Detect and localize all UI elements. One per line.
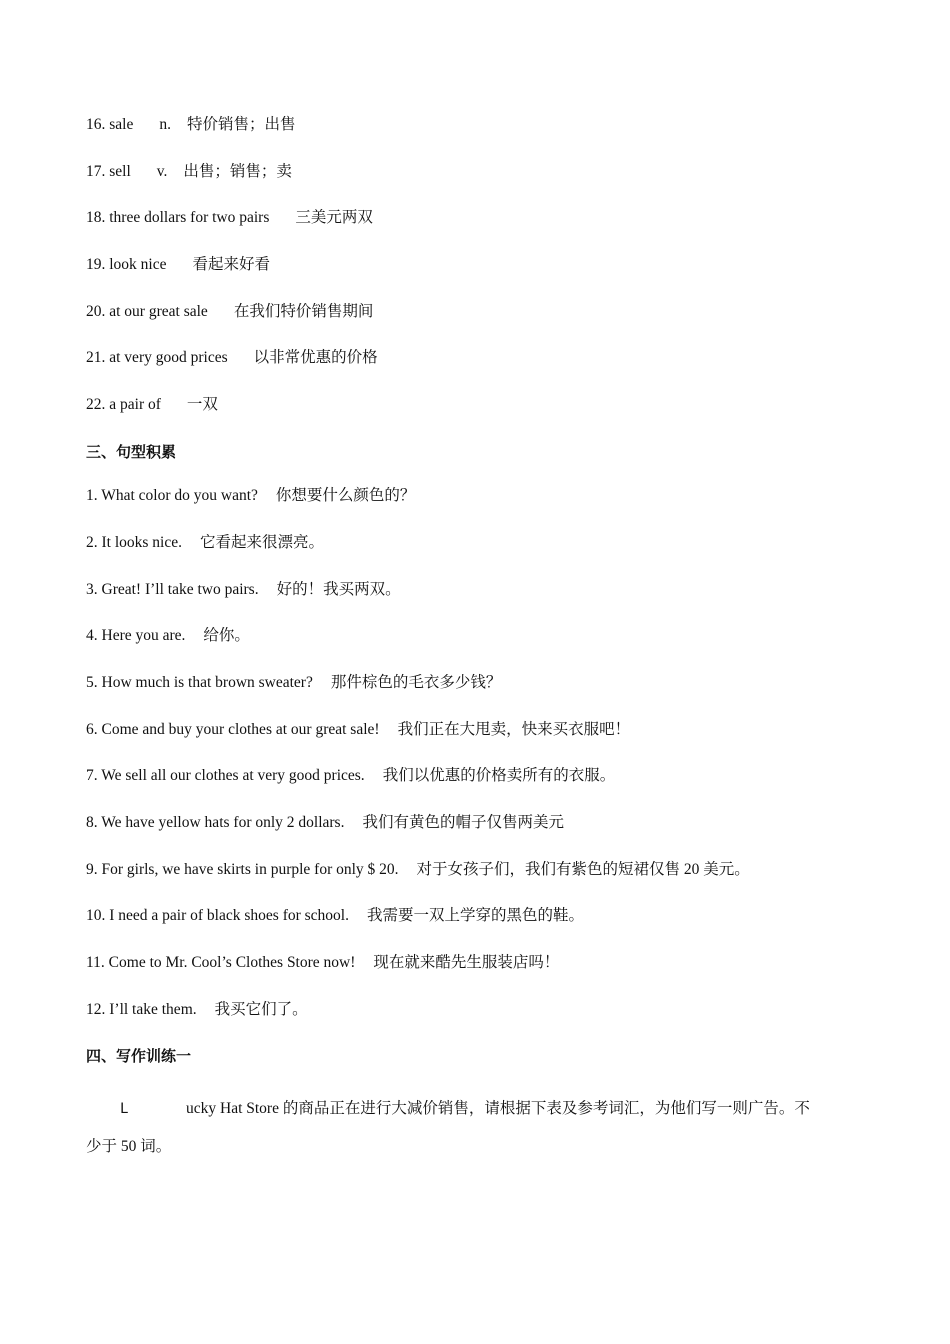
sentence-item <box>86 906 584 926</box>
vocab-zh: 在我们特价销售期间 <box>233 303 374 320</box>
vocab-pos: v. <box>156 163 168 180</box>
vocab-en: 18. three dollars for two pairs <box>86 209 270 226</box>
sentence-en: 11. Come to Mr. Cool’s Clothes Store now! <box>86 954 356 971</box>
sentence-en: 8. We have yellow hats for only 2 dollars. <box>86 814 345 831</box>
vocab-item-21 <box>86 348 378 368</box>
sentence-zh: 对于女孩子们，我们有紫色的短裙仅售 20 美元。 <box>416 861 750 878</box>
vocab-item-16 <box>86 115 296 135</box>
sentence-en: 2. It looks nice. <box>86 534 182 551</box>
vocab-en: 20. at our great sale <box>86 303 208 320</box>
vocab-en: 16. sale <box>86 116 134 133</box>
vocab-zh: 三美元两双 <box>295 209 373 226</box>
sentence-en: 9. For girls, we have skirts in purple for only $ 20. <box>86 861 399 878</box>
vocab-zh: 出售；销售；卖 <box>183 163 292 180</box>
sentence-item <box>86 860 750 880</box>
writing-prompt-line-1 <box>86 1090 866 1128</box>
sentence-en: 1. What color do you want? <box>86 487 258 504</box>
vocab-pos: n. <box>159 116 171 133</box>
vocab-en: 19. look nice <box>86 256 167 273</box>
section-heading-sentences: 三、句型积累 <box>86 443 177 461</box>
sentence-en: 3. Great! I’ll take two pairs. <box>86 581 259 598</box>
sentence-item <box>86 720 630 740</box>
vocab-item-20 <box>86 302 373 322</box>
vocab-en: 21. at very good prices <box>86 349 228 366</box>
sentence-item <box>86 673 501 693</box>
sentence-item <box>86 953 559 973</box>
vocab-en: 22. a pair of <box>86 396 161 413</box>
writing-prompt <box>86 1090 866 1166</box>
vocab-item-19 <box>86 255 270 275</box>
sentence-item <box>86 533 324 553</box>
writing-prompt-text: ucky Hat Store 的商品正在进行大减价销售，请根据下表及参考词汇，为他们写一则广告。不 <box>186 1100 810 1117</box>
sentence-zh: 它看起来很漂亮。 <box>200 534 325 551</box>
vocab-zh: 特价销售；出售 <box>186 116 296 133</box>
sentence-zh: 好的！我买两双。 <box>276 581 401 598</box>
sentence-item <box>86 580 401 600</box>
sentence-zh: 我买它们了。 <box>214 1001 308 1018</box>
sentence-item <box>86 813 564 833</box>
sentence-zh: 我们以优惠的价格卖所有的衣服。 <box>382 767 616 784</box>
sentence-item <box>86 626 250 646</box>
vocab-item-22 <box>86 395 218 415</box>
section-heading-writing: 四、写作训练一 <box>86 1047 192 1065</box>
sentence-zh: 你想要什么颜色的？ <box>275 487 416 504</box>
sentence-zh: 给你。 <box>203 627 250 644</box>
sentence-zh: 那件棕色的毛衣多少钱？ <box>330 674 502 691</box>
sentence-item <box>86 1000 308 1020</box>
sentence-zh: 我们有黄色的帽子仅售两美元 <box>362 814 564 831</box>
vocab-item-17 <box>86 162 292 182</box>
sentence-en: 10. I need a pair of black shoes for school. <box>86 907 349 924</box>
sentence-zh: 我需要一双上学穿的黑色的鞋。 <box>367 907 585 924</box>
vocab-zh: 以非常优惠的价格 <box>253 349 378 366</box>
vocab-zh: 一双 <box>186 396 218 413</box>
vocab-zh: 看起来好看 <box>192 256 271 273</box>
sentence-item <box>86 766 615 786</box>
sentence-zh: 我们正在大甩卖，快来买衣服吧！ <box>397 721 631 738</box>
drop-initial: L <box>120 1101 129 1117</box>
sentence-en: 7. We sell all our clothes at very good prices. <box>86 767 365 784</box>
vocab-item-18 <box>86 208 373 228</box>
writing-prompt-line-2: 少于 50 词。 <box>86 1138 172 1155</box>
sentence-item <box>86 486 415 506</box>
sentence-en: 12. I’ll take them. <box>86 1001 197 1018</box>
sentence-zh: 现在就来酷先生服装店吗！ <box>373 954 560 971</box>
sentence-en: 6. Come and buy your clothes at our great sale! <box>86 721 380 738</box>
vocab-en: 17. sell <box>86 163 131 180</box>
sentence-en: 4. Here you are. <box>86 627 186 644</box>
sentence-en: 5. How much is that brown sweater? <box>86 674 313 691</box>
